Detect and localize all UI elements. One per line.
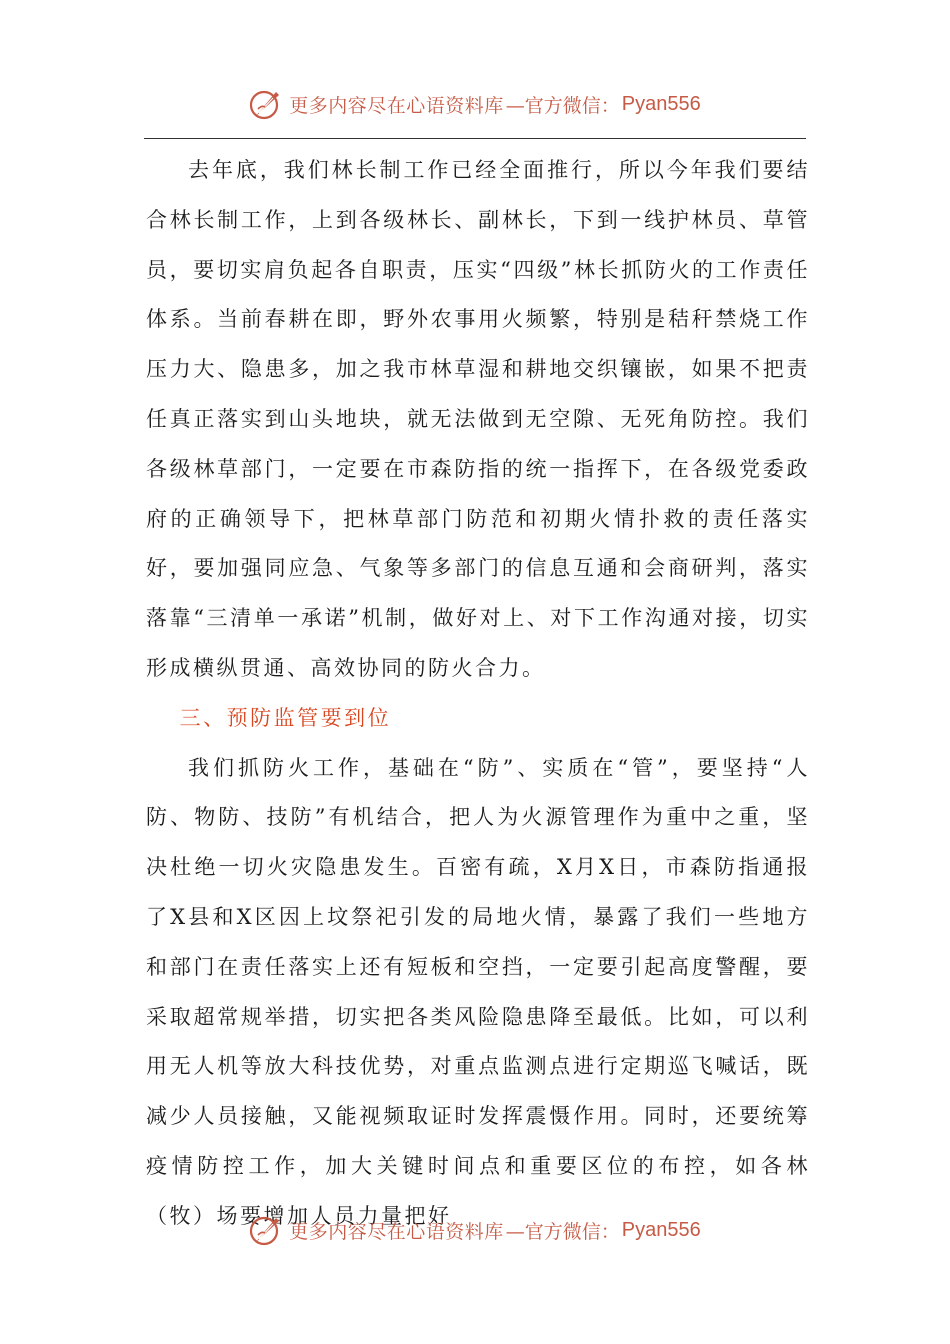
- header-banner: [0, 84, 950, 124]
- banner-wechat-id: Pyan556: [621, 92, 701, 115]
- banner-title: 更多内容尽在心语资料库: [289, 1220, 504, 1243]
- footer-banner: [0, 1210, 950, 1250]
- banner-wechat-label: —官方微信：: [505, 94, 620, 117]
- banner-wechat-id: Pyan556: [621, 1218, 701, 1241]
- banner-title: 更多内容尽在心语资料库: [289, 94, 504, 117]
- banner-wechat-label: —官方微信：: [505, 1220, 620, 1243]
- section-heading: 三、预防监管要到位: [179, 705, 392, 730]
- document-body: [146, 146, 810, 1242]
- paragraph-2: 我们抓防火工作，基础在“防”、实质在“管”，要坚持“人防、物防、技防”有机结合，把人为火源管理作为重中之重，坚决杜绝一切火灾隐患发生。百密有疏，X月X日，市森防指通报了X县和X区因上坟祭祀引发的局地火情，暴露了我们一些地方和部门在责任落实上还有短板和空挡，一定要引起高度警醒，要采取超常规举措，切实把各类风险隐患降至最低。比如，可以利用无人机等放大科技优势，对重点监测点进行定期巡飞喊话，既减少人员接触，又能视频取证时发挥震慑作用。同时，还要统筹疫情防控工作，加大关键时间点和重要区位的布控，如各林（牧）场要增加人员力量把好: [146, 755, 810, 1228]
- feather-pen-logo-icon: [249, 1213, 283, 1247]
- header-divider: [144, 138, 806, 139]
- paragraph-1: 去年底，我们林长制工作已经全面推行，所以今年我们要结合林长制工作，上到各级林长、副林长，下到一线护林员、草管员，要切实肩负起各自职责，压实“四级”林长抓防火的工作责任体系。当前春耕在即，野外农事用火频繁，特别是秸秆禁烧工作压力大、隐患多，加之我市林草湿和耕地交织镶嵌，如果不把责任真正落实到山头地块，就无法做到无空隙、无死角防控。我们各级林草部门，一定要在市森防指的统一指挥下，在各级党委政府的正确领导下，把林草部门防范和初期火情扑救的责任落实好，要加强同应急、气象等多部门的信息互通和会商研判，落实落靠“三清单一承诺”机制，做好对上、对下工作沟通对接，切实形成横纵贯通、高效协同的防火合力。: [146, 158, 810, 680]
- feather-pen-logo-icon: [249, 87, 283, 121]
